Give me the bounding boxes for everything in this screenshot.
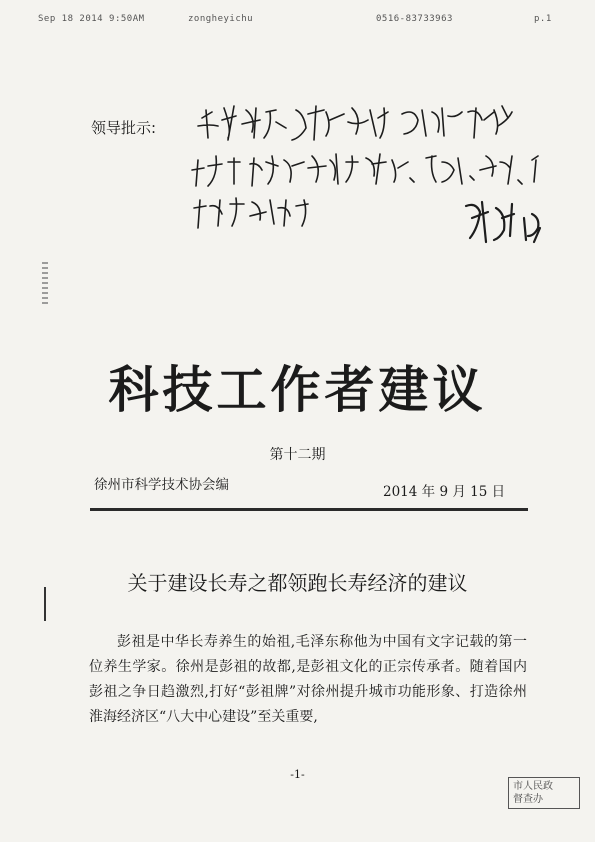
fax-sender: zongheyichu: [188, 14, 254, 24]
handwriting-line-3: [194, 198, 308, 228]
handwritten-instruction: [180, 90, 550, 260]
publish-date: 2014 年 9 月 15 日: [383, 484, 506, 500]
stamp-line-1: 市人民政: [513, 780, 553, 792]
signature: [466, 202, 540, 242]
stamp-line-2: 督查办: [513, 793, 543, 805]
margin-mark: [44, 587, 46, 621]
fax-header: [38, 14, 568, 28]
fax-page: p.1: [534, 14, 552, 24]
page-number: -1-: [290, 768, 305, 781]
fax-datetime: Sep 18 2014 9:50AM: [38, 14, 145, 24]
journal-title: 科技工作者建议: [108, 360, 487, 419]
issue-number: 第十二期: [269, 447, 326, 463]
masthead-divider: [90, 508, 528, 511]
handwriting-line-1: [198, 106, 512, 140]
received-stamp: [508, 777, 580, 809]
binding-marks: [42, 262, 48, 304]
fax-phone: 0516-83733963: [376, 14, 453, 24]
article-body: [89, 630, 527, 730]
handwriting-line-2: [192, 154, 538, 186]
publisher: 徐州市科学技术协会编: [94, 477, 229, 493]
article-paragraph: 彭祖是中华长寿养生的始祖,毛泽东称他为中国有文字记载的第一位养生学家。徐州是彭祖的故都,是彭祖文化的正宗传承者。随着国内彭祖之争日趋激烈,打好“彭祖牌”对徐州提升城市功能形象、打造徐州淮海经济区“八大中心建设”至关重要,: [89, 634, 527, 725]
instructions-label: 领导批示:: [91, 119, 157, 137]
article-title: 关于建设长寿之都领跑长寿经济的建议: [127, 571, 468, 595]
